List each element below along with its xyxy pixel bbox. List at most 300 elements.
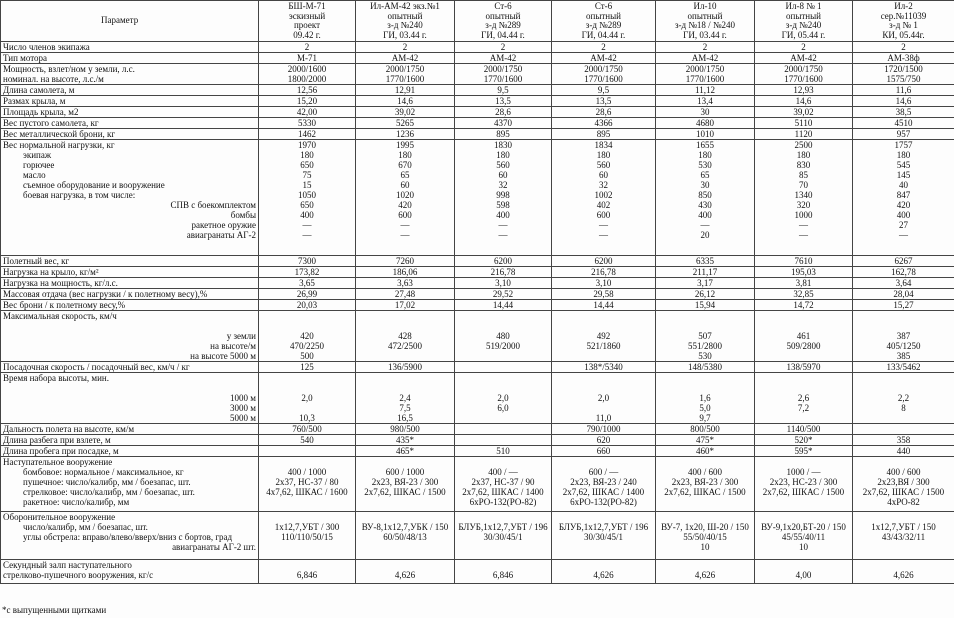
table-cell <box>356 435 455 446</box>
value-line <box>358 373 452 383</box>
value-line <box>855 373 952 383</box>
table-row <box>1 85 954 96</box>
sub-label-right: на высоте 5000 м <box>190 351 256 361</box>
value-line: 6хРО-132(РО-82) <box>570 497 637 507</box>
value-line: 180 <box>596 150 611 160</box>
value-line: 60/50/48/13 <box>383 532 427 542</box>
value-line <box>457 362 549 372</box>
value-line: 60 <box>599 170 608 180</box>
value-line: 65 <box>400 170 410 180</box>
table-cell <box>853 560 954 584</box>
table-cell <box>755 107 853 118</box>
value-line: 2,4 <box>399 393 411 403</box>
table-cell <box>552 118 656 129</box>
value-line: 16,5 <box>397 413 413 423</box>
label-line: номинал. на высоте, л.с./м <box>3 74 104 84</box>
value-line <box>261 403 353 413</box>
value-line: 2,0 <box>301 393 313 403</box>
value-line: 2х7,62, ШКАС / 1500 <box>762 487 845 497</box>
value-line: ВУ-9,1х20,БТ-20 / 150 <box>761 522 846 532</box>
value-line: 600 <box>596 210 611 220</box>
header-line: 09.42 г. <box>293 29 321 40</box>
value-line <box>358 497 452 507</box>
value-line: 2х7,62, ШКАС / 1500 <box>664 487 746 497</box>
value-line <box>261 497 353 507</box>
value-line <box>658 512 752 522</box>
value-line: 6,846 <box>296 570 318 580</box>
table-cell <box>552 53 656 64</box>
label-line: Нагрузка на мощность, кг/л.с. <box>3 278 118 288</box>
header-line: з-д №240 <box>387 20 423 30</box>
value-line: 2х23, ВЯ-23 / 240 <box>570 477 637 487</box>
value-line: 180 <box>896 150 911 160</box>
value-line: 15 <box>302 180 312 190</box>
value-line: 500 <box>300 351 314 361</box>
table-cell <box>853 424 954 435</box>
value-line: 895 <box>596 129 611 139</box>
table-cell <box>356 446 455 457</box>
value-line: 40 <box>899 180 908 190</box>
value-line: 521/1860 <box>586 341 621 351</box>
table-cell <box>656 129 755 140</box>
table-cell <box>455 129 552 140</box>
value-line: 11,12 <box>695 85 715 95</box>
table-cell <box>755 140 853 256</box>
row-label <box>1 560 259 584</box>
label-line: Вес пустого самолета, кг <box>3 118 99 128</box>
table-row <box>1 107 954 118</box>
value-line: 1970 <box>298 140 316 150</box>
value-line: 5,0 <box>699 403 711 413</box>
value-line: 600 / — <box>588 467 619 477</box>
value-line <box>855 542 952 552</box>
value-line: АМ-42 <box>391 53 419 63</box>
value-line: 1х12,7,УБТ / 300 <box>274 522 340 532</box>
table-cell <box>455 373 552 424</box>
value-line: 670 <box>398 160 412 170</box>
value-line: — <box>400 220 410 230</box>
table-cell <box>259 129 356 140</box>
value-line: 186,06 <box>392 267 418 277</box>
header-aircraft <box>552 1 656 42</box>
value-line: 1,6 <box>699 393 711 403</box>
value-line: 85 <box>799 170 808 180</box>
value-line <box>554 373 653 383</box>
table-cell <box>853 512 954 560</box>
value-line: 520* <box>794 435 813 445</box>
value-line: 420 <box>398 200 412 210</box>
label-line <box>3 321 256 331</box>
value-line <box>757 311 850 321</box>
table-cell <box>853 446 954 457</box>
row-label <box>1 267 259 278</box>
header-aircraft <box>656 1 755 42</box>
value-line: 540 <box>300 435 314 445</box>
value-line: 2х7,62, ШКАС / 1400 <box>562 487 645 497</box>
value-line <box>658 457 752 467</box>
value-line <box>757 351 850 361</box>
table-cell <box>356 373 455 424</box>
table-row <box>1 424 954 435</box>
table-cell <box>755 362 853 373</box>
value-line: 509/2800 <box>786 341 821 351</box>
header-line: з-д №289 <box>585 20 622 30</box>
table-cell <box>656 446 755 457</box>
header-line: КИ, 05.44г. <box>882 29 925 40</box>
value-line: 402 <box>596 200 611 210</box>
value-line <box>457 373 549 383</box>
table-cell <box>853 140 954 256</box>
value-line: 650 <box>300 160 314 170</box>
table-cell <box>455 311 552 362</box>
header-line: Ил-8 № 1 <box>785 1 822 11</box>
label-line: Наступательное вооружение <box>3 457 113 467</box>
value-line: 650 <box>300 200 314 210</box>
value-line: 3,17 <box>697 278 713 288</box>
sub-label: углы обстрела: вправо/влево/вверх/вниз с бортов, град <box>23 532 233 542</box>
table-cell <box>455 140 552 256</box>
value-line: 30 <box>700 180 710 190</box>
value-line: 12,91 <box>394 85 416 95</box>
value-line: 2000/1600 <box>287 64 327 74</box>
table-cell <box>656 373 755 424</box>
value-line <box>554 457 653 467</box>
table-row <box>1 64 954 85</box>
value-line: 1770/1600 <box>385 74 425 84</box>
value-line <box>658 560 752 570</box>
value-line: 14,6 <box>895 96 912 106</box>
value-line <box>261 383 353 393</box>
value-line: 28,6 <box>495 107 511 117</box>
table-cell <box>356 140 455 256</box>
label-line: Длина разбега при взлете, м <box>3 435 111 445</box>
table-cell <box>455 457 552 512</box>
table-cell <box>656 424 755 435</box>
table-cell <box>259 435 356 446</box>
sub-label: съемное оборудование и вооружение <box>23 180 165 190</box>
value-line: 13,5 <box>495 96 511 106</box>
label-line: Максимальная скорость, км/ч <box>3 311 117 321</box>
value-line: 3,64 <box>895 278 912 288</box>
sub-label: ракетное: число/калибр, мм <box>23 497 130 507</box>
table-cell <box>455 64 552 85</box>
value-line: 6,0 <box>497 403 509 413</box>
row-label <box>1 64 259 85</box>
table-cell <box>552 64 656 85</box>
value-line: 14,44 <box>593 300 614 310</box>
table-cell <box>552 129 656 140</box>
value-line: АМ-42 <box>790 53 817 63</box>
table-cell <box>259 512 356 560</box>
value-line: 14,6 <box>795 96 812 106</box>
value-line <box>457 424 549 434</box>
value-line: 15,27 <box>893 300 914 310</box>
value-line <box>358 457 452 467</box>
value-line: 428 <box>398 331 412 341</box>
table-cell <box>656 64 755 85</box>
value-line: 75 <box>302 170 312 180</box>
table-cell <box>755 129 853 140</box>
table-cell <box>755 446 853 457</box>
table-row <box>1 311 954 362</box>
value-line: 211,17 <box>692 267 718 277</box>
row-label <box>1 424 259 435</box>
row-label <box>1 362 259 373</box>
value-line: 830 <box>796 160 811 170</box>
value-line <box>261 446 353 456</box>
value-line: 6335 <box>696 256 714 266</box>
value-line: 11,0 <box>595 413 612 423</box>
sub-label: число/калибр, мм / боезапас, шт. <box>23 522 148 532</box>
value-line: 475* <box>696 435 714 445</box>
value-line: 60 <box>498 170 508 180</box>
table-cell <box>656 435 755 446</box>
header-aircraft <box>755 1 853 42</box>
header-line: опытный <box>586 10 621 21</box>
table-cell <box>552 311 656 362</box>
table-cell <box>259 64 356 85</box>
table-row <box>1 129 954 140</box>
value-line: 1020 <box>396 190 414 200</box>
table-cell <box>259 140 356 256</box>
header-aircraft <box>853 1 954 42</box>
table-cell <box>656 256 755 267</box>
label-line: Длина самолета, м <box>3 85 75 95</box>
table-cell <box>259 560 356 584</box>
value-line: — <box>498 220 508 230</box>
value-line: 400 <box>896 210 911 220</box>
value-line: 136/5900 <box>387 362 422 372</box>
value-line: АМ-38ф <box>887 53 920 63</box>
table-row <box>1 289 954 300</box>
value-line: 600 <box>398 210 412 220</box>
table-cell <box>455 435 552 446</box>
value-line <box>855 560 952 570</box>
value-line: 598 <box>496 200 510 210</box>
table-cell <box>455 85 552 96</box>
table-cell <box>455 256 552 267</box>
table-cell <box>455 96 552 107</box>
value-line <box>358 383 452 393</box>
value-line: 4510 <box>894 118 913 128</box>
value-line <box>658 321 752 331</box>
header-line: з-д № 1 <box>889 20 918 30</box>
value-line: — <box>400 230 410 240</box>
table-cell <box>755 424 853 435</box>
value-line <box>457 321 549 331</box>
value-line: 216,78 <box>490 267 516 277</box>
table-cell <box>755 53 853 64</box>
table-cell <box>259 107 356 118</box>
value-line: 1010 <box>696 129 714 139</box>
value-line: 2 <box>500 42 506 52</box>
value-line: 400 / 600 <box>886 467 921 477</box>
value-line: 26,99 <box>296 289 318 299</box>
value-line: — <box>700 220 710 230</box>
table-cell <box>755 118 853 129</box>
value-line <box>855 383 952 393</box>
value-line <box>658 373 752 383</box>
value-line: 440 <box>896 446 911 456</box>
table-cell <box>853 300 954 311</box>
value-line: 14,6 <box>397 96 413 106</box>
table-cell <box>656 512 755 560</box>
table-cell <box>656 560 755 584</box>
table-cell <box>552 300 656 311</box>
sub-label: экипаж <box>23 150 52 160</box>
table-row <box>1 362 954 373</box>
table-row <box>1 42 954 53</box>
row-label <box>1 53 259 64</box>
value-line: 420 <box>896 200 911 210</box>
value-line: 510 <box>496 446 510 456</box>
value-line: ВУ-7, 1х20, Ш-20 / 150 <box>661 522 749 532</box>
value-line: 12,93 <box>793 85 814 95</box>
value-line: 435* <box>396 435 414 445</box>
value-line: 4,626 <box>593 570 614 580</box>
table-row <box>1 267 954 278</box>
value-line: 4,626 <box>893 570 914 580</box>
table-cell <box>755 267 853 278</box>
value-line: 430 <box>698 200 712 210</box>
value-line: 2 <box>601 42 606 52</box>
table-cell <box>259 300 356 311</box>
value-line <box>554 560 653 570</box>
value-line <box>457 457 549 467</box>
table-cell <box>356 85 455 96</box>
value-line <box>554 351 653 361</box>
header-line: ГИ, 04.44 г. <box>581 29 626 40</box>
value-line: 17,02 <box>394 300 416 310</box>
table-cell <box>356 512 455 560</box>
table-cell <box>853 85 954 96</box>
table-cell <box>455 107 552 118</box>
value-line <box>757 383 850 393</box>
table-row <box>1 140 954 256</box>
value-line: 2х23, ВЯ-23 / 300 <box>371 477 439 487</box>
sub-label-right: 1000 м <box>230 393 256 403</box>
label-line: Массовая отдача (вес нагрузки / к полетному весу),% <box>3 289 208 299</box>
value-line: 1050 <box>298 190 316 200</box>
sub-label-right: бомбы <box>230 210 256 220</box>
header-line: ГИ, 04.44 г. <box>481 29 525 40</box>
table-cell <box>455 278 552 289</box>
value-line: 1770/1600 <box>685 74 725 84</box>
value-line: БЛУБ,1х12,7,УБТ / 196 <box>558 522 649 532</box>
table-cell <box>755 560 853 584</box>
value-line: 180 <box>796 150 811 160</box>
table-row <box>1 446 954 457</box>
table-cell <box>552 362 656 373</box>
value-line: 43/43/32/11 <box>881 532 926 542</box>
header-parameter <box>1 1 259 42</box>
table-cell <box>356 118 455 129</box>
table-cell <box>259 278 356 289</box>
table-row <box>1 457 954 512</box>
table-cell <box>853 107 954 118</box>
value-line: 32 <box>498 180 508 190</box>
value-line: 55/50/40/15 <box>683 532 727 542</box>
value-line <box>261 457 353 467</box>
value-line: — <box>498 230 508 240</box>
table-cell <box>356 53 455 64</box>
table-cell <box>552 267 656 278</box>
table-cell <box>356 278 455 289</box>
value-line: 9,5 <box>497 85 509 95</box>
value-line: 39,02 <box>394 107 416 117</box>
value-line: 29,52 <box>492 289 514 299</box>
value-line: 2,6 <box>797 393 810 403</box>
value-line: 148/5380 <box>687 362 722 372</box>
value-line: 400 <box>698 210 712 220</box>
header-line: опытный <box>485 10 521 21</box>
value-line <box>261 542 353 552</box>
value-line: 320 <box>796 200 811 210</box>
table-row <box>1 256 954 267</box>
table-cell <box>656 42 755 53</box>
table-cell <box>259 85 356 96</box>
table-cell <box>853 64 954 85</box>
value-line: 5330 <box>298 118 316 128</box>
value-line: 7260 <box>396 256 414 266</box>
value-line: 7610 <box>794 256 813 266</box>
value-line: 800/500 <box>690 424 720 434</box>
value-line: 2х23,ВЯ / 300 <box>877 477 930 487</box>
label-line: Число членов экипажа <box>3 42 90 52</box>
value-line <box>855 512 952 522</box>
table-cell <box>552 435 656 446</box>
sub-label-right: на высоте/м <box>210 341 256 351</box>
header-line: Параметр <box>101 15 139 26</box>
value-line: 6267 <box>894 256 913 266</box>
value-line <box>358 311 452 321</box>
value-line <box>554 403 653 413</box>
value-line: 519/2000 <box>485 341 520 351</box>
value-line: 3,65 <box>299 278 315 288</box>
value-line: 1720/1500 <box>884 64 923 74</box>
value-line: 180 <box>698 150 712 160</box>
value-line: 2500 <box>794 140 813 150</box>
table-cell <box>356 560 455 584</box>
label-line: Вес металлической брони, кг <box>3 129 116 139</box>
value-line: 2х7,62, ШКАС / 1500 <box>862 487 945 497</box>
value-line: 2 <box>702 42 708 52</box>
value-line: М-71 <box>297 53 317 63</box>
row-label <box>1 373 259 424</box>
label-line: Размах крыла, м <box>3 96 66 106</box>
value-line: 4,626 <box>394 570 416 580</box>
value-line: 595* <box>794 446 813 456</box>
value-line: 3,81 <box>795 278 812 288</box>
table-cell <box>552 512 656 560</box>
value-line: 2000/1750 <box>784 64 823 74</box>
value-line: 14,44 <box>492 300 514 310</box>
table-row <box>1 512 954 560</box>
value-line: — <box>899 230 908 240</box>
value-line: 2х7,62, ШКАС / 1500 <box>364 487 446 497</box>
table-cell <box>356 424 455 435</box>
value-line <box>358 351 452 361</box>
header-line: эскизный <box>288 10 326 21</box>
table-cell <box>755 64 853 85</box>
value-line: 1757 <box>894 140 913 150</box>
table-cell <box>853 42 954 53</box>
value-line: 4,00 <box>795 570 812 580</box>
header-line: Ст-6 <box>594 1 613 11</box>
value-line: 11,6 <box>895 85 912 95</box>
value-line: 39,02 <box>793 107 814 117</box>
table-cell <box>656 457 755 512</box>
